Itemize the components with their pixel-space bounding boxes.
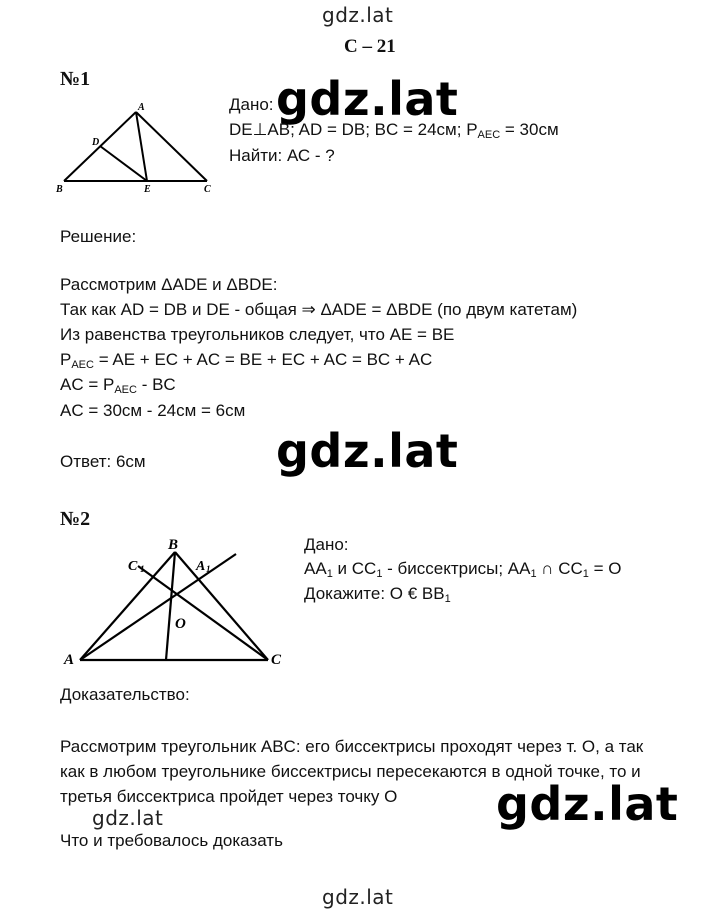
p1-given-conditions: DE⊥AB; AD = DB; BC = 24см; $P_{AEC} = 30см$	[229, 120, 559, 141]
p1-given-label: Дано:	[229, 95, 274, 114]
triangle-abc-figure-2	[58, 530, 298, 670]
fig2-label-c1-sub: 1	[140, 564, 145, 574]
p1-answer: Ответ: 6см	[60, 452, 146, 471]
problem-1-number: №1	[60, 68, 91, 90]
p1-solution-label: Решение:	[60, 227, 137, 246]
fig2-label-o: O	[175, 616, 186, 632]
fig2-label-c: C	[271, 652, 282, 668]
fig1-label-d: D	[92, 137, 100, 148]
watermark-small-mid: gdz.lat	[92, 806, 164, 830]
fig2-label-a1-sub: 1	[206, 564, 211, 574]
p2-proof-label: Доказательство:	[60, 685, 190, 704]
triangle-abc-figure-1	[50, 95, 220, 195]
p2-proof-line-2: как в любом треугольнике биссектрисы пересекаются в одной точке, то и	[60, 762, 641, 781]
page-heading: С – 21	[344, 36, 396, 57]
p1-step-4: $P_{AEC}$ = AE + EC + AC = BE + EC + AC = BC + AC	[60, 350, 433, 371]
p2-proof-line-1: Рассмотрим треугольник ABC: его биссектрисы проходят через т. O, а так	[60, 737, 644, 756]
p2-prove: Докажите: O € $BB_1$	[304, 584, 451, 605]
watermark-top: gdz.lat	[322, 3, 394, 27]
watermark-big-2: gdz.lat	[276, 424, 459, 478]
p1-find: Найти: АС - ?	[229, 146, 335, 165]
p2-given-label: Дано:	[304, 535, 349, 554]
watermark-bottom: gdz.lat	[322, 885, 394, 909]
p1-step-3: Из равенства треугольников следует, что AE = BE	[60, 325, 455, 344]
fig1-label-b: B	[56, 184, 63, 195]
fig1-label-c: C	[204, 184, 211, 195]
watermark-big-3: gdz.lat	[496, 777, 679, 831]
fig2-label-b: B	[168, 537, 179, 553]
problem-2-number: №2	[60, 508, 91, 530]
p2-proof-line-3: третья биссектриса пройдет через точку O	[60, 787, 398, 806]
fig1-label-a: A	[138, 102, 145, 113]
fig2-label-a1: A	[196, 559, 206, 574]
p1-step-1: Рассмотрим ΔADE и ΔBDE:	[60, 275, 278, 294]
p1-step-6: AC = 30см - 24см = 6см	[60, 401, 246, 420]
fig2-label-c1: C	[128, 559, 138, 574]
fig2-label-a: A	[64, 652, 75, 668]
p2-given-conditions: $AA_1$ и $CC_1$ - биссектрисы; $AA_1$ ∩ $CC_1 = O$	[304, 559, 622, 580]
watermark-big-1: gdz.lat	[276, 72, 459, 126]
p2-conclusion: Что и требовалось доказать	[60, 831, 283, 850]
fig1-label-e: E	[144, 184, 151, 195]
p1-step-5: AC = $P_{AEC}$ - BC	[60, 375, 176, 396]
p1-step-2: Так как AD = DB и DE - общая ⇒ ΔADE = ΔBDE (по двум катетам)	[60, 300, 578, 319]
